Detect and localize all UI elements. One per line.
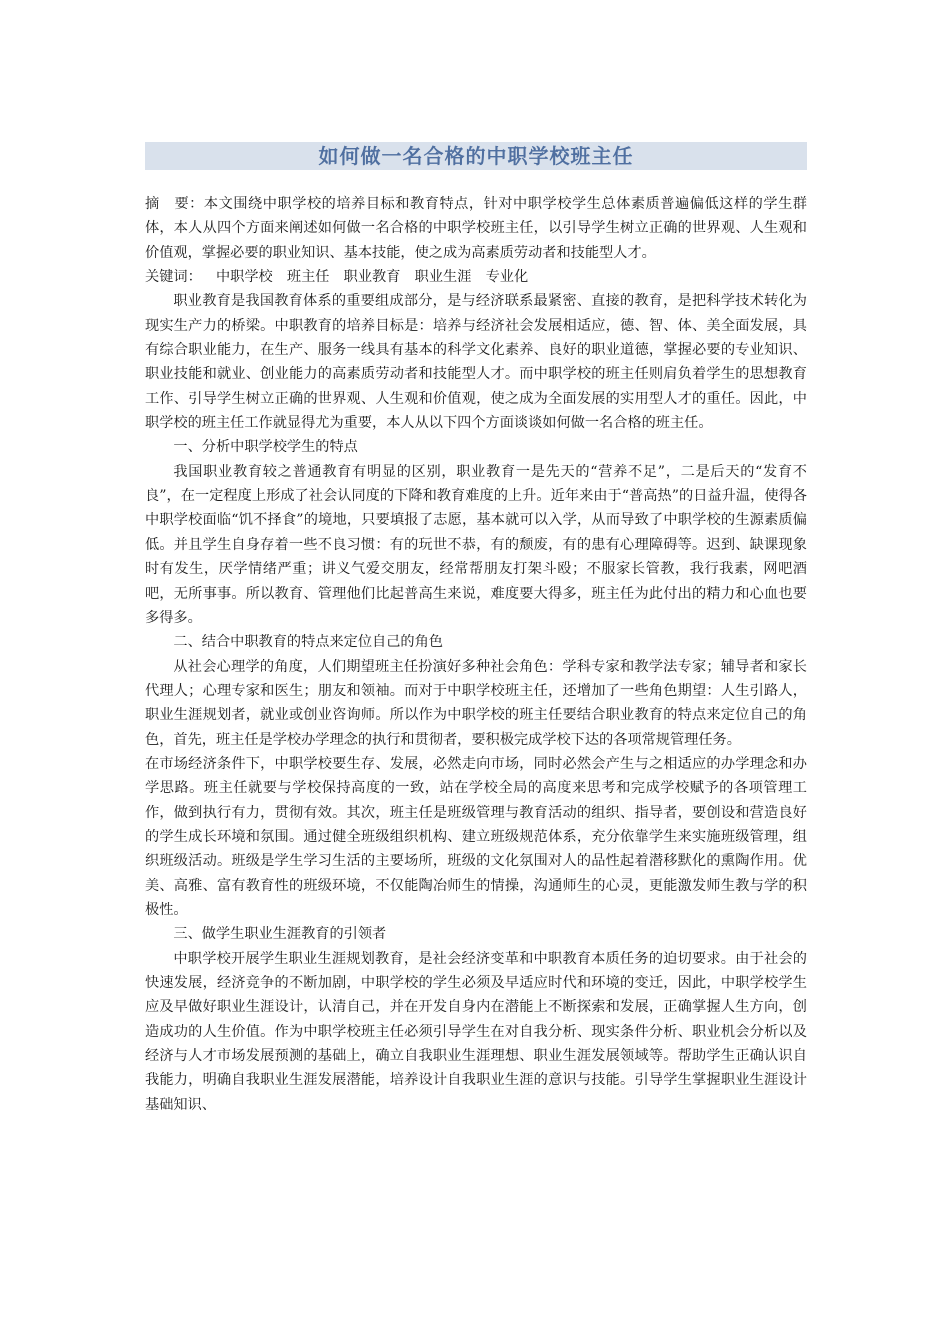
abstract [145, 192, 807, 265]
section-heading-3: 三、做学生职业生涯教育的引领者 [173, 926, 387, 943]
paragraph-section-3: 中职学校开展学生职业生涯规划教育，是社会经济变革和中职教育本质任务的迫切要求。由于社会的快速发展，经济竞争的不断加剧，中职学校的学生必须及早适应时代和环境的变迁，因此，中职学校学生应及早做好职业生涯设计，认清自己，并在开发自身内在潜能上不断探索和发展，正确掌握人生方向，创造成功的人生价值。作为中职学校班主任必须引导学生在对自我分析、现实条件分析、职业机会分析以及经济与人才市场发展预测的基础上，确立自我职业生涯理想、职业生涯发展领域等。帮助学生正确认识自我能力，明确自我职业生涯发展潜能，培养设计自我职业生涯的意识与技能。引导学生掌握职业生涯设计基础知识、 [145, 950, 807, 1113]
section-heading-1: 一、分析中职学校学生的特点 [173, 439, 358, 456]
section-heading-2: 二、结合中职教育的特点来定位自己的角色 [173, 634, 443, 651]
keyword: 班主任 [286, 269, 330, 286]
keywords-label: 关键词： [145, 269, 202, 286]
document-page [145, 142, 807, 1117]
abstract-label: 摘 要： [145, 196, 204, 212]
abstract-text: 本文围绕中职学校的培养目标和教育特点，针对中职学校学生总体素质普遍偏低这样的学生群体，本人从四个方面来阐述如何做一名合格的中职学校班主任，以引导学生树立正确的世界观、人生观和价值观，掌握必要的职业知识、基本技能，使之成为高素质劳动者和技能型人才。 [145, 196, 807, 261]
paragraph-section-2b: 在市场经济条件下，中职学校要生存、发展，必然走向市场，同时必然会产生与之相适应的办学理念和办学思路。班主任就要与学校保持高度的一致，站在学校全局的高度来思考和完成学校赋予的各项管理工作，做到执行有力，贯彻有效。其次，班主任是班级管理与教育活动的组织、指导者，要创设和营造良好的学生成长环境和氛围。通过健全班级组织机构、建立班级规范体系，充分依靠学生来实施班级管理，组织班级活动。班级是学生学习生活的主要场所，班级的文化氛围对人的品性起着潜移默化的熏陶作用。优美、高雅、富有教育性的班级环境，不仅能陶冶师生的情操，沟通师生的心灵，更能激发师生教与学的积极性。 [145, 755, 807, 918]
document-title: 如何做一名合格的中职学校班主任 [145, 142, 807, 170]
keywords [145, 265, 807, 289]
keyword: 中职学校 [215, 269, 273, 286]
paragraph-section-1: 我国职业教育较之普通教育有明显的区别，职业教育一是先天的“营养不足”，二是后天的“发育不良”，在一定程度上形成了社会认同度的下降和教育难度的上升。近年来由于“普高热”的日益升温，使得各中职学校面临“饥不择食”的境地，只要填报了志愿，基本就可以入学，从而导致了中职学校的生源素质偏低。并且学生自身存着一些不良习惯：有的玩世不恭，有的颓废，有的患有心理障碍等。迟到、缺课现象时有发生，厌学情绪严重；讲义气爱交朋友，经常帮朋友打架斗殴；不服家长管教，我行我素，网吧酒吧，无所事事。所以教育、管理他们比起普高生来说，难度要大得多，班主任为此付出的精力和心血也要多得多。 [145, 463, 807, 626]
paragraph-intro: 职业教育是我国教育体系的重要组成部分，是与经济联系最紧密、直接的教育，是把科学技术转化为现实生产力的桥梁。中职教育的培养目标是：培养与经济社会发展相适应，德、智、体、美全面发展，具有综合职业能力，在生产、服务一线具有基本的科学文化素养、良好的职业道德，掌握必要的专业知识、职业技能和就业、创业能力的高素质劳动者和技能型人才。而中职学校的班主任则肩负着学生的思想教育工作、引导学生树立正确的世界观、人生观和价值观，使之成为全面发展的实用型人才的重任。因此，中职学校的班主任工作就显得尤为重要，本人从以下四个方面谈谈如何做一名合格的班主任。 [145, 293, 807, 432]
keyword: 专业化 [485, 269, 529, 286]
paragraph-section-2a: 从社会心理学的角度，人们期望班主任扮演好多种社会角色：学科专家和教学法专家；辅导者和家长代理人；心理专家和医生；朋友和领袖。而对于中职学校班主任，还增加了一些角色期望：人生引路人，职业生涯规划者，就业或创业咨询师。所以作为中职学校的班主任要结合职业教育的特点来定位自己的角色，首先，班主任是学校办学理念的执行和贯彻者，要积极完成学校下达的各项常规管理任务。 [145, 658, 807, 748]
keyword: 职业生涯 [414, 269, 472, 286]
keyword: 职业教育 [343, 269, 401, 286]
document-body [145, 192, 807, 1117]
